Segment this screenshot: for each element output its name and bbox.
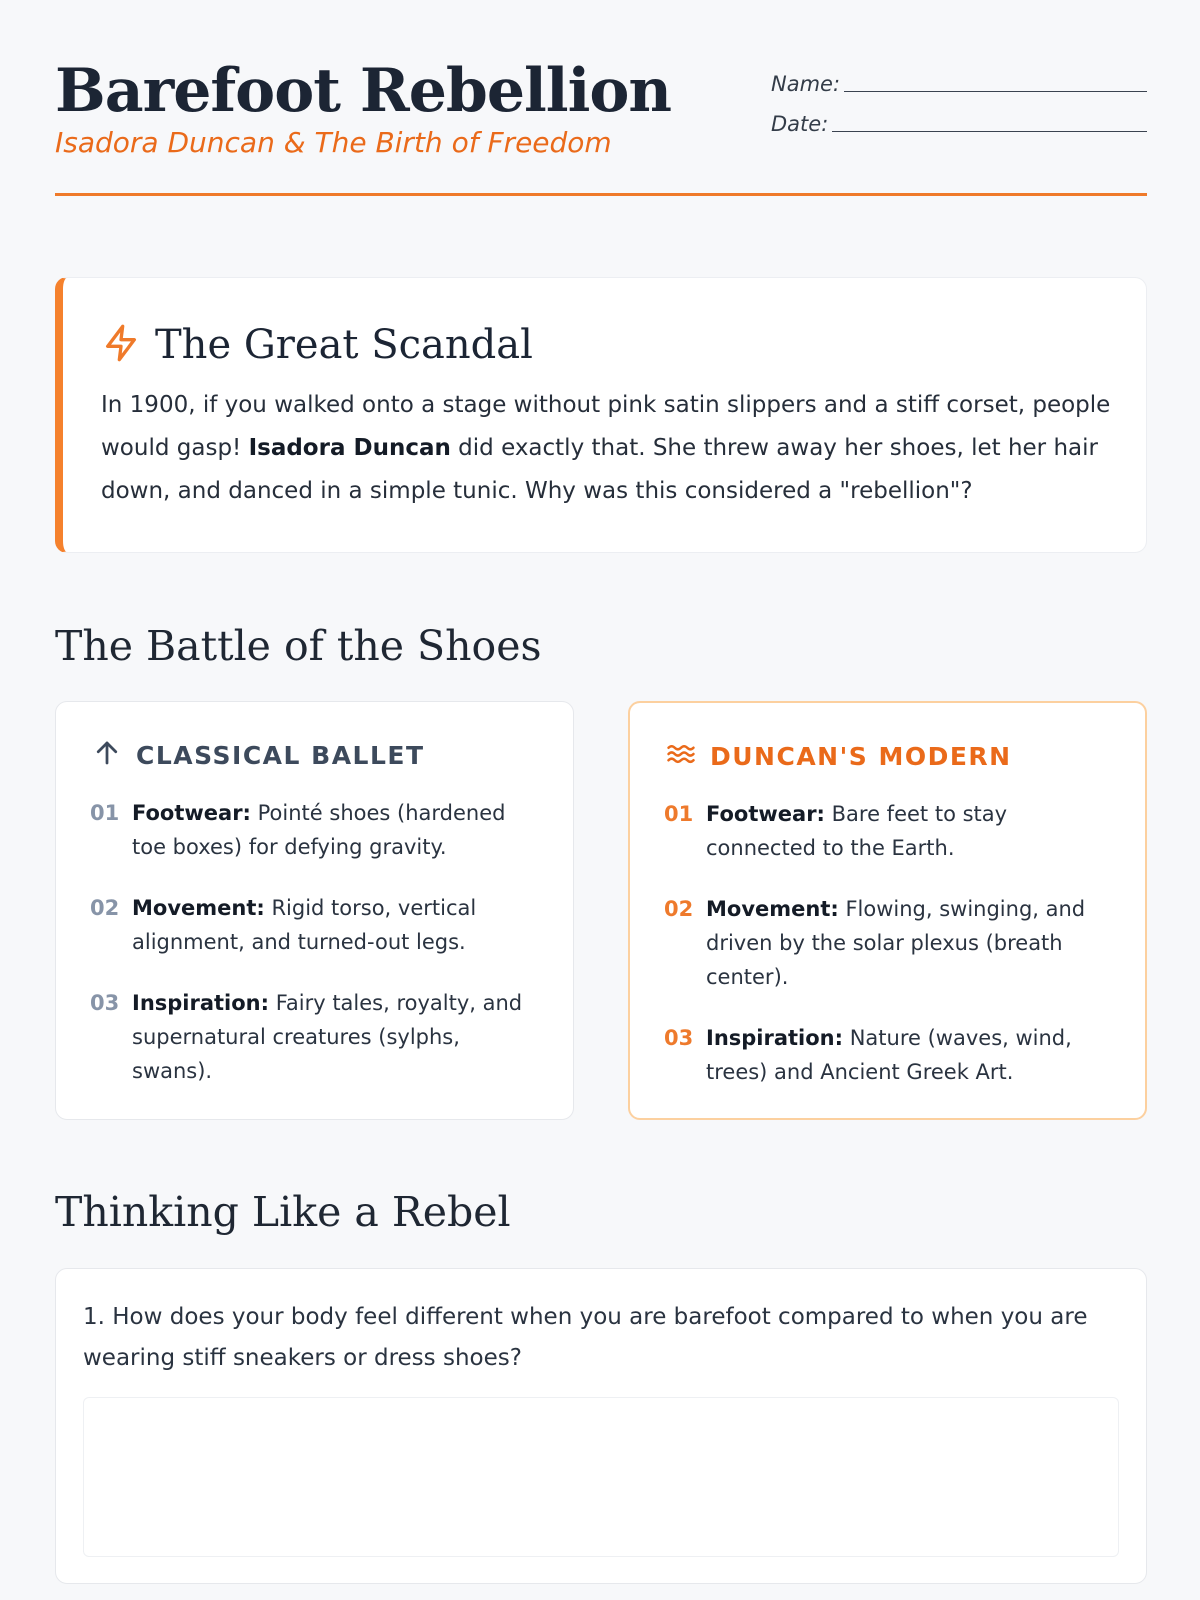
arrow-up-icon <box>92 738 122 772</box>
item-number: 03 <box>90 991 120 1015</box>
student-info <box>771 56 1147 136</box>
scandal-text-part-2: did exactly that. She threw away her shoes, let her hair down, and danced in a simple tunic. Why was this considered a "rebellion"? <box>101 435 1098 504</box>
name-row <box>771 56 1147 96</box>
item-label: Movement: <box>706 897 839 921</box>
scandal-title: The Great Scandal <box>155 322 533 368</box>
item-description: Bare feet to stay connected to the Earth. <box>706 802 1008 860</box>
item-description: Rigid torso, vertical alignment, and turned-out legs. <box>132 896 477 954</box>
scandal-text-part-1: In 1900, if you walked onto a stage without pink satin slippers and a stiff corset, people would gasp! <box>101 392 1111 461</box>
worksheet-header <box>55 52 1147 196</box>
scandal-header <box>101 322 533 368</box>
page-title: Barefoot Rebellion <box>55 56 672 126</box>
item-text <box>132 986 540 1088</box>
item-description: Pointé shoes (hardened toe boxes) for defying gravity. <box>132 801 506 859</box>
ballet-card-title: CLASSICAL BALLET <box>136 740 425 770</box>
classical-ballet-card <box>55 701 574 1120</box>
list-item <box>664 797 1114 865</box>
item-text <box>706 892 1114 994</box>
item-number: 02 <box>664 897 694 921</box>
item-text <box>132 891 540 959</box>
item-number: 01 <box>90 801 120 825</box>
item-text <box>706 797 1114 865</box>
lightning-icon <box>101 323 141 367</box>
modern-list <box>664 797 1114 1116</box>
item-label: Footwear: <box>706 802 825 826</box>
item-description: Fairy tales, royalty, and supernatural creatures (sylphs, swans). <box>132 991 523 1083</box>
item-label: Inspiration: <box>132 991 270 1015</box>
scandal-text-bold: Isadora Duncan <box>248 435 451 461</box>
question-1-text: 1. How does your body feel different when you are barefoot compared to when you are wearing stiff sneakers or dress shoes? <box>83 1304 1088 1371</box>
item-number: 02 <box>90 896 120 920</box>
header-divider <box>55 193 1147 196</box>
date-label: Date: <box>771 112 829 136</box>
item-number: 01 <box>664 802 694 826</box>
item-number: 03 <box>664 1026 694 1050</box>
question-card <box>55 1268 1147 1584</box>
item-text <box>132 796 540 864</box>
item-description: Nature (waves, wind, trees) and Ancient Greek Art. <box>706 1026 1072 1084</box>
item-label: Movement: <box>132 896 265 920</box>
list-item <box>90 796 540 864</box>
ballet-list <box>90 796 540 1115</box>
list-item <box>90 986 540 1088</box>
scandal-card <box>55 277 1147 553</box>
battle-heading: The Battle of the Shoes <box>55 622 542 670</box>
modern-card-title: DUNCAN'S MODERN <box>710 741 1012 771</box>
modern-card-header <box>666 739 1012 773</box>
name-field[interactable] <box>844 70 1147 92</box>
date-row <box>771 96 1147 136</box>
page-subtitle: Isadora Duncan & The Birth of Freedom <box>55 126 612 159</box>
item-label: Footwear: <box>132 801 251 825</box>
item-text <box>706 1021 1114 1089</box>
waves-icon <box>666 739 696 773</box>
scandal-text <box>101 384 1111 513</box>
item-label: Inspiration: <box>706 1026 844 1050</box>
duncan-modern-card <box>628 701 1147 1120</box>
name-label: Name: <box>771 72 841 96</box>
date-field[interactable] <box>832 110 1147 132</box>
worksheet-page <box>55 0 1147 1600</box>
answer-box-1[interactable] <box>83 1397 1119 1557</box>
thinking-heading: Thinking Like a Rebel <box>55 1188 511 1236</box>
ballet-card-header <box>92 738 425 772</box>
item-description: Flowing, swinging, and driven by the solar plexus (breath center). <box>706 897 1086 989</box>
list-item <box>664 1021 1114 1089</box>
list-item <box>664 892 1114 994</box>
list-item <box>90 891 540 959</box>
